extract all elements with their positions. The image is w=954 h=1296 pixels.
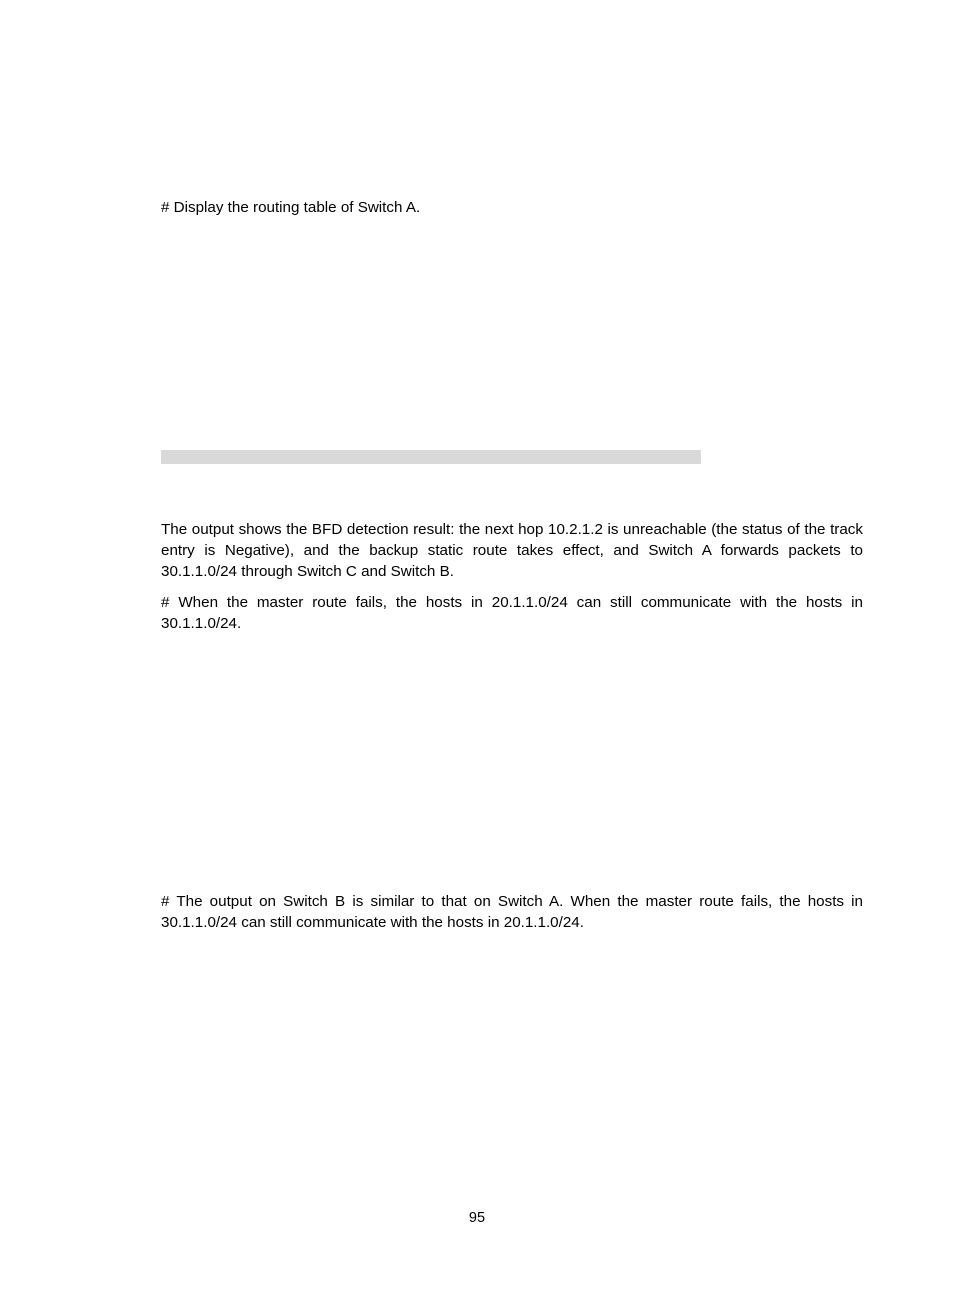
bfd-result-paragraph: The output shows the BFD detection result: the next hop 10.2.1.2 is unreachable (the status of the track entry is Negative), and the backup static route takes effect, and Switch A forwards packets to 30.1.1.0/24 through Switch C and Switch B. [161, 521, 863, 580]
page-number: 95 [468, 1210, 486, 1226]
highlighted-code-line [161, 450, 701, 464]
display-routing-table-text: # Display the routing table of Switch A. [161, 199, 421, 216]
switch-b-output-text: # The output on Switch B is similar to that on Switch A. When the master route fails, the hosts in 30.1.1.0/24 can still communicate with the hosts in 20.1.1.0/24. [161, 893, 863, 931]
master-route-fails-text: # When the master route fails, the hosts in 20.1.1.0/24 can still communicate with the hosts in 30.1.1.0/24. [161, 594, 863, 632]
